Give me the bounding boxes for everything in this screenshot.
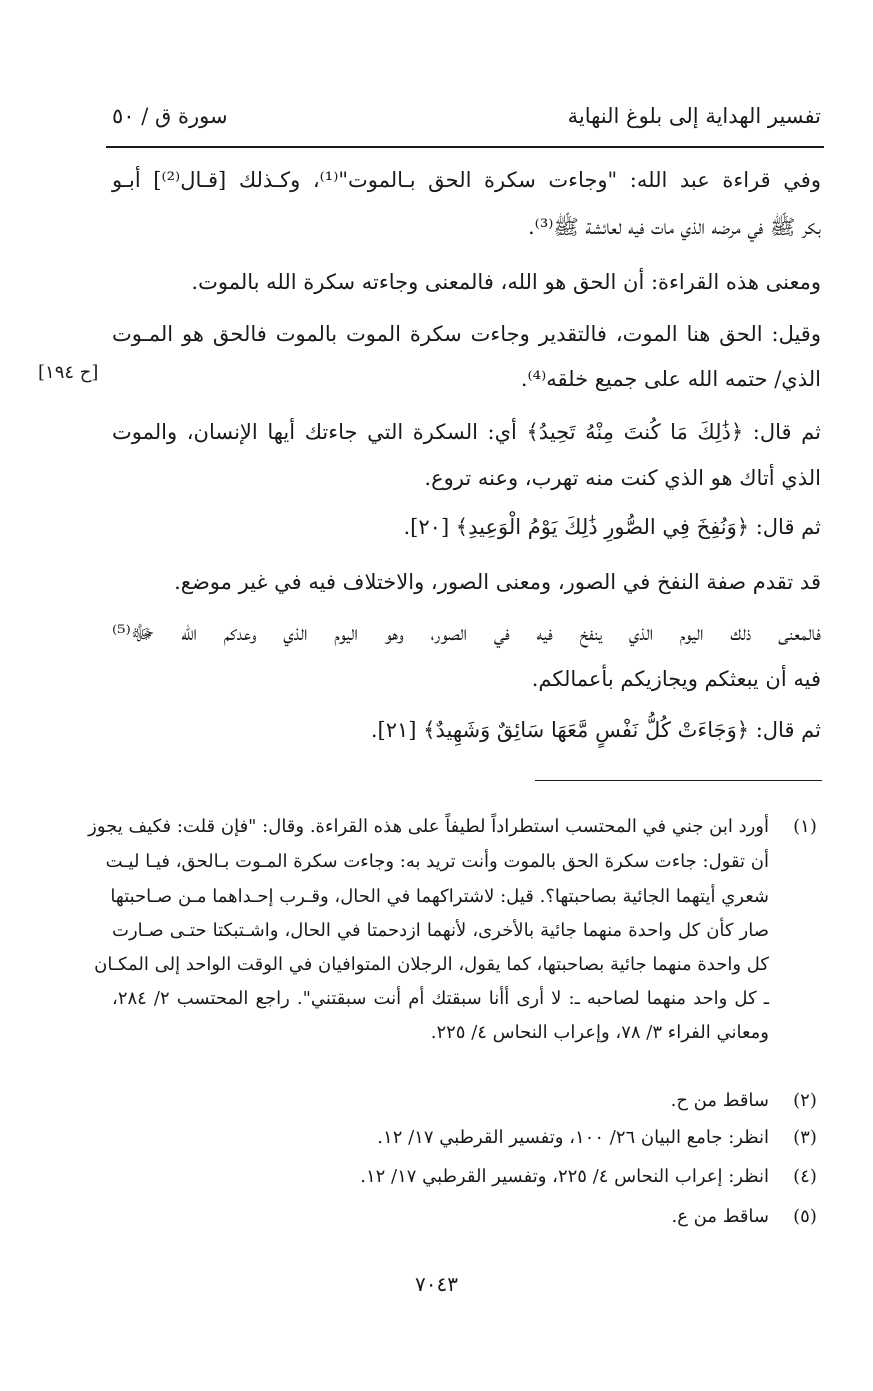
footnote-line: انظر: إعراب النحاس ٤/ ٢٢٥، وتفسير القرطبي ١٧/ ١٢.: [360, 1166, 769, 1187]
body-line: الذي/ حتمه الله على جميع خلقه⁽⁴⁾.: [520, 367, 821, 391]
footnote-line: أورد ابن جني في المحتسب استطراداً لطيفاً على هذه القراءة. وقال: "فإن قلت: فكيف يجوز: [88, 816, 769, 837]
quran-verse-line: ثم قال: ﴿وَجَاءَتْ كُلُّ نَفْسٍ مَّعَهَا سَائِقٌ وَشَهِيدٌ﴾ [٢١].: [370, 718, 821, 742]
body-line: فيه أن يبعثكم ويجازيكم بأعمالكم.: [531, 667, 821, 691]
body-line: بكر ﷺ في مرضه الذي مات فيه لعائشة ﷺ⁽³⁾.: [527, 215, 821, 239]
body-line: ثم قال: ﴿ذَٰلِكَ مَا كُنتَ مِنْهُ تَحِيدُ﴾ أي: السكرة التي جاءتك أيها الإنسان، والموت: [112, 420, 821, 444]
footnote-line: ساقط من ع.: [671, 1206, 769, 1227]
footnote-number: (١): [793, 816, 817, 837]
manuscript-folio-marker: [ح ١٩٤]: [38, 362, 99, 383]
footnote-number: (٢): [793, 1090, 817, 1111]
footnote-line: أن تقول: جاءت سكرة الحق بالموت وأنت تريد به: وجاءت سكرة المـوت بـالحق، فيـا ليـت: [105, 851, 769, 872]
footnote-line: صار كأن كل واحدة منهما جائية بالأخرى، لأنهما ازدحمتا في الحال، واشـتبكتا حتـى صـارت: [112, 920, 769, 941]
footnote-line: شعري أيتهما الجائية بصاحبتها؟. قيل: لاشتراكهما في الحال، وقـرب إحـداهما مـن صـاحبتها: [110, 886, 769, 907]
footnote-number: (٤): [793, 1166, 817, 1187]
body-line: الذي أتاك هو الذي كنت منه تهرب، وعنه تروع.: [424, 466, 821, 490]
footnote-line: ساقط من ح.: [670, 1090, 769, 1111]
page-number: ٧٠٤٣: [415, 1272, 458, 1296]
footnote-number: (٣): [793, 1127, 817, 1148]
book-title: تفسير الهداية إلى بلوغ النهاية: [567, 104, 821, 128]
body-line: وفي قراءة عبد الله: "وجاءت سكرة الحق بـالموت"⁽¹⁾، وكـذلك [قـال⁽²⁾] أبـو: [112, 168, 821, 192]
footnote-line: كل واحدة منهما جائية بصاحبتها، كما يقول، الرجلان المتوافيان في الوقت الواحد إلى المكـان: [94, 954, 769, 975]
quran-verse-line: ثم قال: ﴿وَنُفِخَ فِي الصُّورِ ذَٰلِكَ يَوْمُ الْوَعِيدِ﴾ [٢٠].: [403, 515, 821, 539]
body-line: قد تقدم صفة النفخ في الصور، ومعنى الصور، والاختلاف فيه في غير موضع.: [174, 570, 821, 594]
footnote-line: انظر: جامع البيان ٢٦/ ١٠٠، وتفسير القرطبي ١٧/ ١٢.: [377, 1127, 769, 1148]
body-line: فالمعنى ذلك اليوم الذي ينفخ فيه في الصور، وهو اليوم الذي وعدكم الله ﷻ⁽⁵⁾: [112, 621, 821, 645]
surah-label: سورة ق / ٥٠: [112, 104, 228, 128]
footnote-number: (٥): [793, 1206, 817, 1227]
body-line: وقيل: الحق هنا الموت، فالتقدير وجاءت سكرة الموت بالموت فالحق هو المـوت: [112, 322, 821, 346]
body-line: ومعنى هذه القراءة: أن الحق هو الله، فالمعنى وجاءته سكرة الله بالموت.: [191, 270, 821, 294]
footnote-line: ـ كل واحد منهما لصاحبه ـ: لا أرى أأنا سبقتك أم أنت سبقتني". راجع المحتسب ٢/ ٢٨٤،: [112, 988, 769, 1009]
footnote-separator: [535, 780, 822, 781]
header-rule: [106, 146, 824, 148]
footnote-line: ومعاني الفراء ٣/ ٧٨، وإعراب النحاس ٤/ ٢٢٥.: [430, 1022, 769, 1043]
